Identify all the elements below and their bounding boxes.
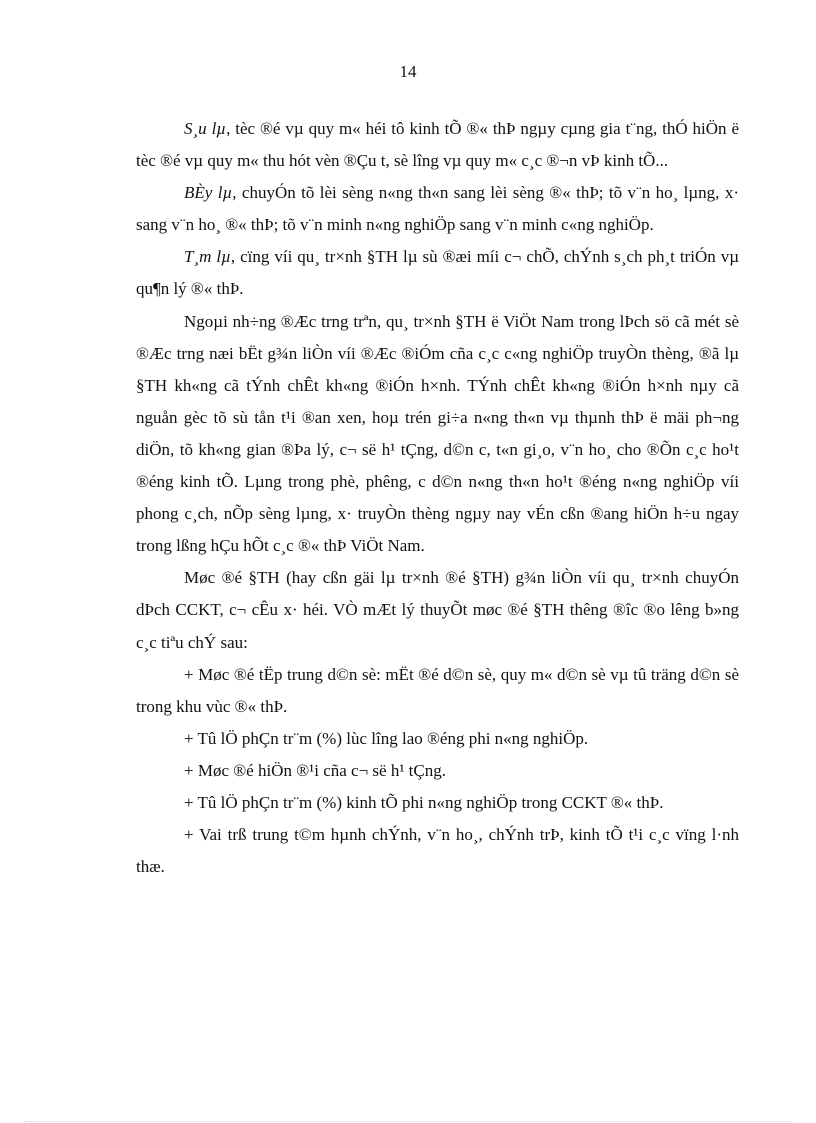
body-text	[136, 113, 739, 883]
paragraph-vietnam-characteristics	[136, 306, 739, 563]
paragraph-tam-la	[136, 241, 739, 305]
criterion-item	[136, 819, 739, 883]
paragraph-text: , cïng víi qu¸ tr×nh §TH lµ sù ®æi míi c¬ chÕ, chÝnh s¸ch ph¸t triÓn vµ qu¶n lý ®« thÞ.	[136, 247, 739, 299]
paragraph-text: chuyÓn tõ lèi sèng n«ng th«n sang lèi sèng ®« thÞ; tõ v¨n ho¸ lµng, x· sang v¨n ho¸ ®« thÞ; tõ v¨n minh n«ng nghiÖp sang v¨n minh c«ng nghiÖp.	[136, 183, 739, 235]
criterion-item	[136, 723, 739, 755]
paragraph-bay-la	[136, 177, 739, 241]
criterion-text: + Vai trß trung t©m hµnh chÝnh, v¨n ho¸, chÝnh trÞ, kinh tÕ t¹i c¸c vïng l·nh thæ.	[136, 825, 739, 877]
page-bottom-divider	[24, 1121, 792, 1122]
paragraph-text: Møc ®é §TH (hay cßn gäi lµ tr×nh ®é §TH) g¾n liÒn víi qu¸ tr×nh chuyÓn dÞch CCKT, c¬ cÊu x· héi. VÒ mÆt lý thuyÕt møc ®é §TH thêng ®îc ®o lêng b»ng c¸c tiªu chÝ sau:	[136, 568, 739, 652]
paragraph-text: Ngoµi nh÷ng ®Æc trng trªn, qu¸ tr×nh §TH ë ViÖt Nam trong lÞch sö cã mét sè ®Æc trng næi bËt g¾n liÒn víi ®Æc ®iÓm cña c¸c c«ng nghiÖp truyÒn thèng, ®ã lµ §TH kh«ng cã tÝnh chÊt kh«ng ®iÓn h×nh. TÝnh chÊt kh«ng ®iÓn h×nh nµy cã nguån gèc tõ sù tån t¹i ®an xen, hoµ trén gi÷a n«ng th«n vµ thµnh thÞ ë mäi ph¬ng diÖn, tõ kh«ng gian ®Þa lý, c¬ së h¹ tÇng, d©n c, t«n gi¸o, v¨n ho¸ cho ®Õn c¸c ho¹t ®éng kinh tÕ. Lµng trong phè, phêng, c d©n n«ng th«n ho¹t ®éng n«ng nghiÖp víi phong c¸ch, nÕp sèng lµng, x· truyÒn thèng ngµy nay vÉn cßn ®ang hiÖn h÷u ngay trong lßng hÇu hÕt c¸c ®« thÞ ViÖt Nam.	[136, 311, 739, 556]
criterion-item	[136, 659, 739, 723]
criterion-text: + Møc ®é hiÖn ®¹i cña c¬ së h¹ tÇng.	[184, 760, 446, 780]
criterion-item	[136, 787, 739, 819]
page-number: 14	[399, 62, 417, 81]
criterion-text: + Tû lÖ phÇn tr¨m (%) kinh tÕ phi n«ng nghiÖp trong CCKT ®« thÞ.	[184, 792, 664, 812]
ordinal-lead: T¸m lµ	[184, 247, 231, 267]
paragraph-urbanization-level	[136, 562, 739, 658]
ordinal-lead: BÈy lµ,	[184, 183, 237, 203]
criterion-text: + Møc ®é tËp trung d©n sè: mËt ®é d©n sè, quy m« d©n sè vµ tû träng d©n sè trong khu vùc ®« thÞ.	[136, 664, 739, 716]
paragraph-sau-la	[136, 113, 739, 177]
criterion-text: + Tû lÖ phÇn tr¨m (%) lùc lîng lao ®éng phi n«ng nghiÖp.	[184, 728, 589, 748]
criterion-item	[136, 755, 739, 787]
ordinal-lead: S¸u lµ	[184, 119, 227, 138]
paragraph-text: , tèc ®é vµ quy m« héi tô kinh tÕ ®« thÞ ngµy cµng gia t¨ng, thÓ hiÖn ë tèc ®é vµ quy m« thu hót vèn ®Çu t, sè lîng vµ quy m« c¸c ®¬n vÞ kinh tÕ...	[136, 119, 739, 171]
